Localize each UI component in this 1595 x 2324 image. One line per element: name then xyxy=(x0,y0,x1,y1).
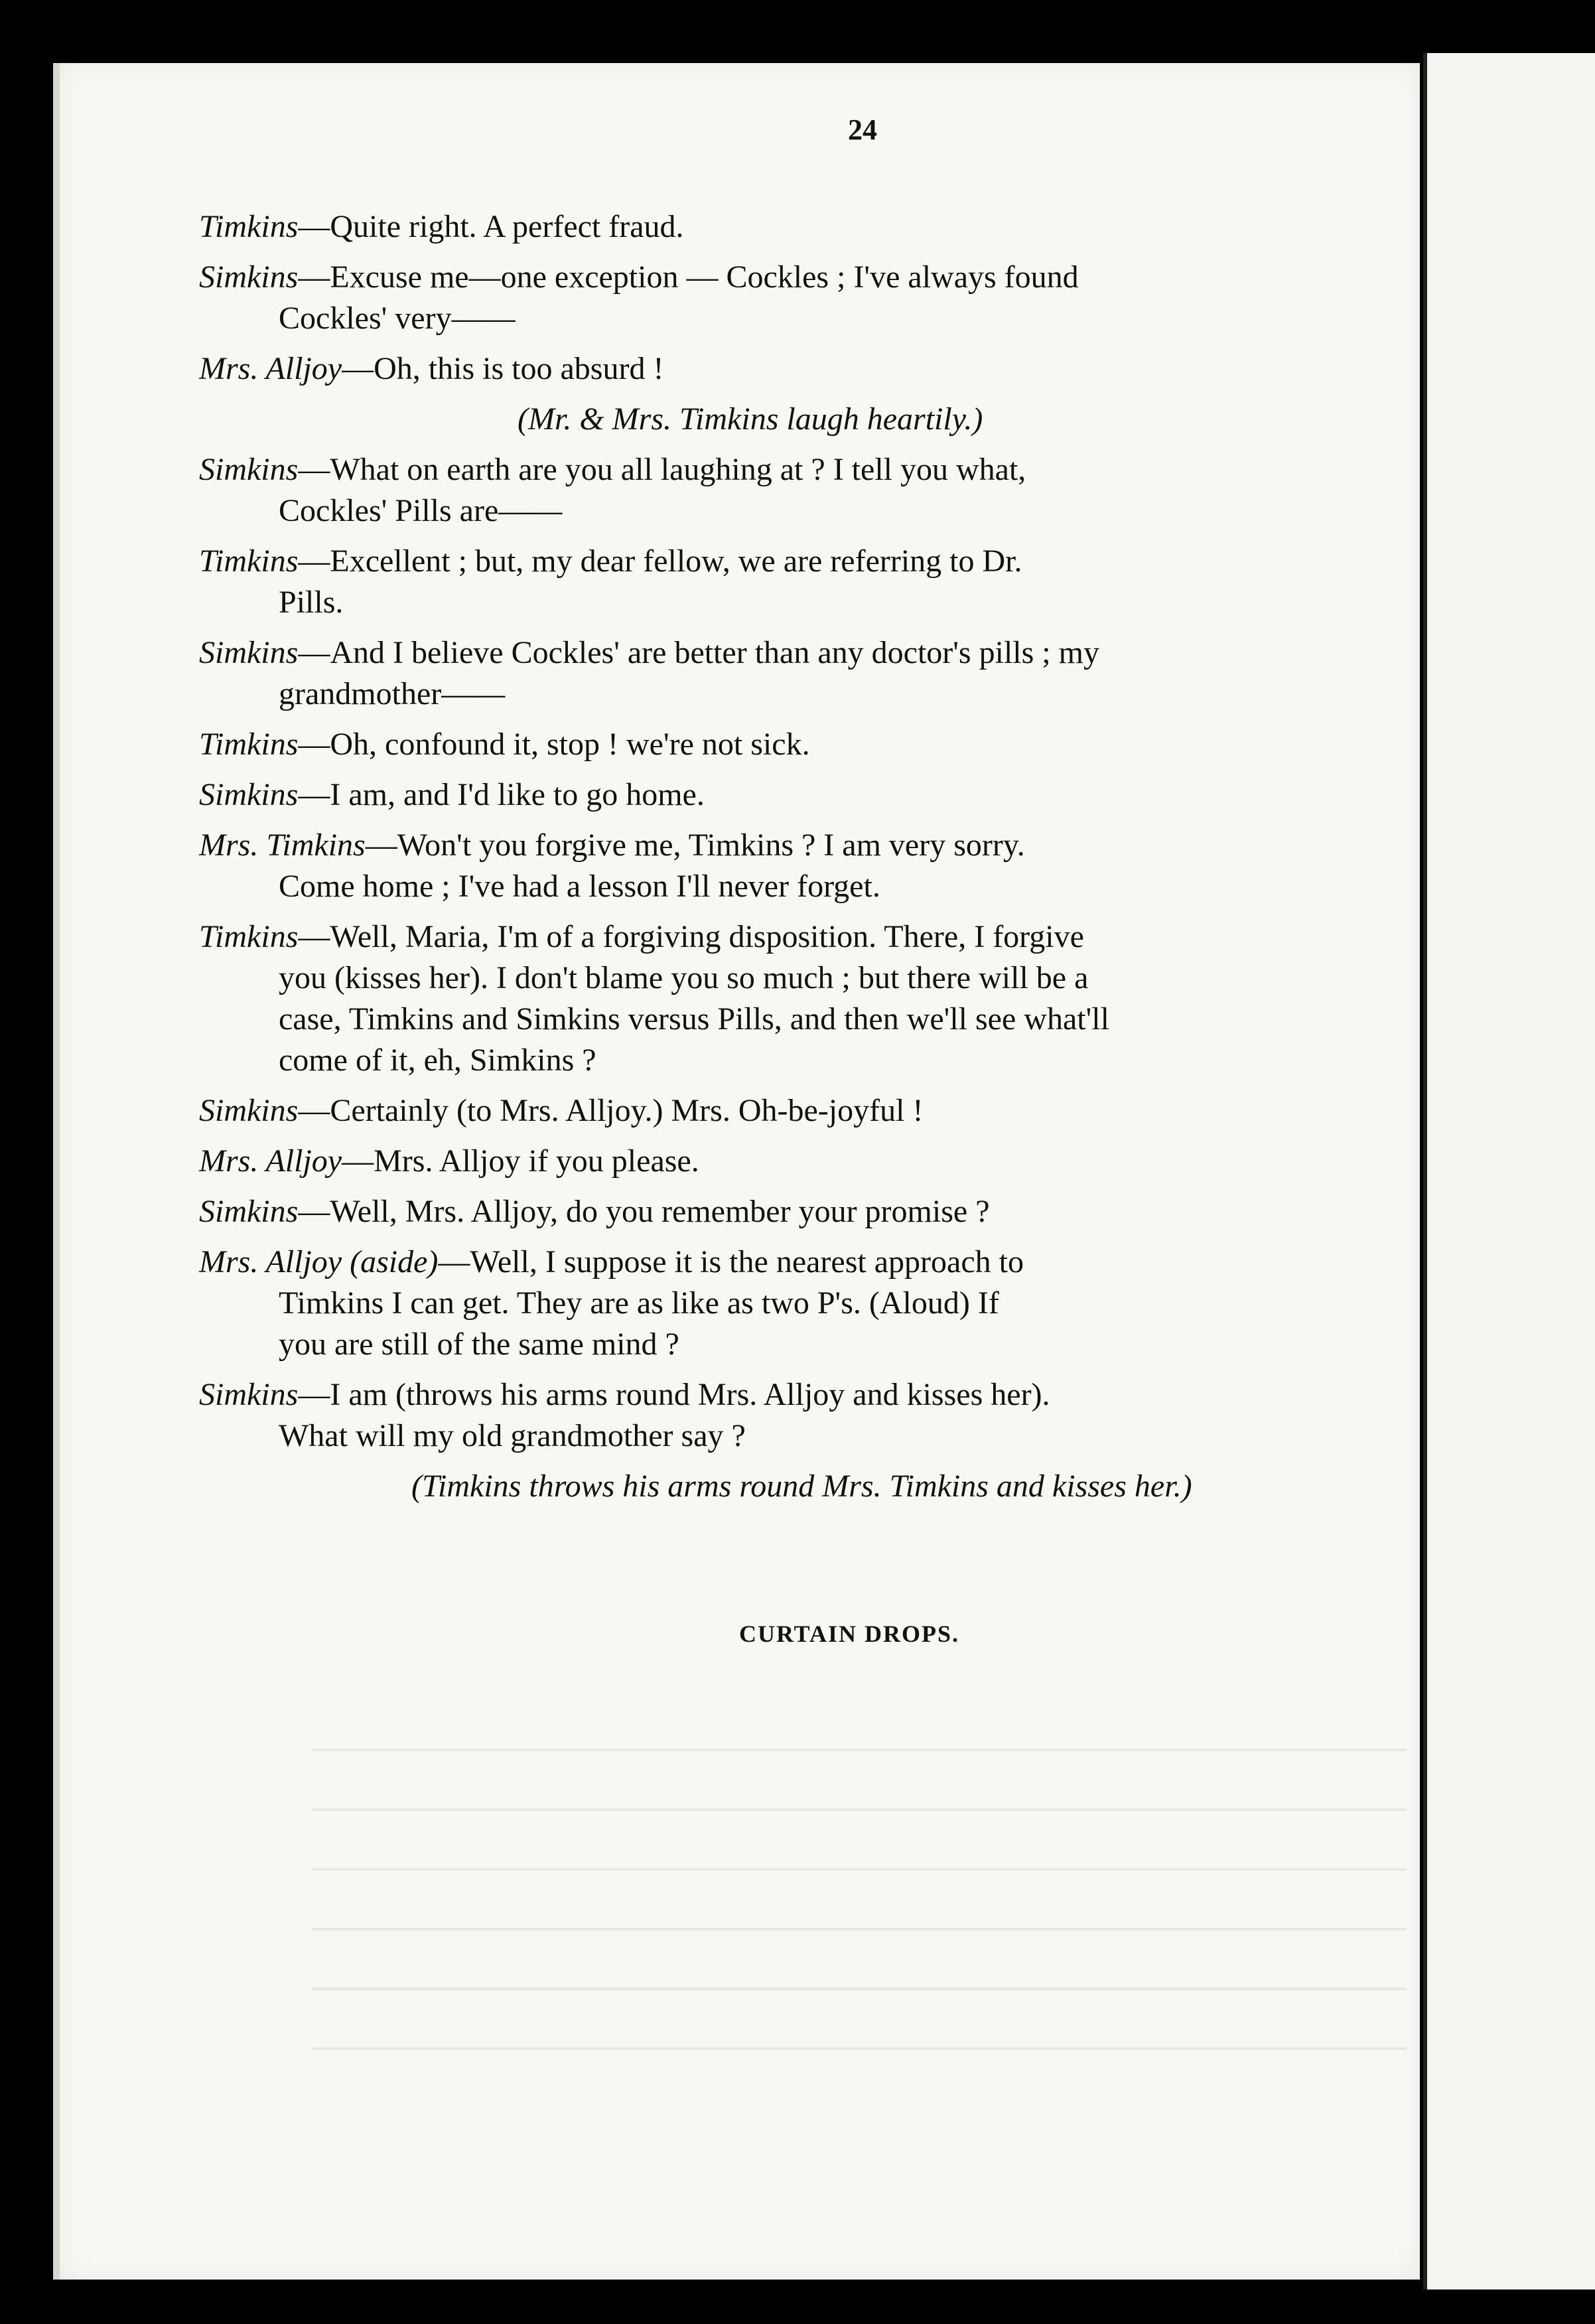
speaker-name: Simkins xyxy=(199,1093,299,1128)
speech xyxy=(199,1090,1367,1131)
speech xyxy=(199,1374,1367,1457)
speech-text: —What on earth are you all laughing at ? I tell you what, xyxy=(298,452,1026,487)
speech-text: —I am (throws his arms round Mrs. Alljoy and kisses her). xyxy=(298,1377,1050,1412)
speech-text: —And I believe Cockles' are better than any doctor's pills ; my xyxy=(298,635,1099,670)
speech-text: —Certainly (to Mrs. Alljoy.) Mrs. Oh-be-joyful ! xyxy=(298,1093,924,1128)
speech xyxy=(199,1242,1367,1365)
speech-continuation: come of it, eh, Simkins ? xyxy=(279,1043,596,1078)
speech-continuation: Come home ; I've had a lesson I'll never forget. xyxy=(279,869,880,904)
page-number: 24 xyxy=(848,113,877,146)
speech xyxy=(199,1141,1367,1182)
speech-text: —Excellent ; but, my dear fellow, we are referring to Dr. xyxy=(298,544,1022,579)
speech-continuation: What will my old grandmother say ? xyxy=(279,1418,746,1453)
speech-continuation: you (kisses her). I don't blame you so much ; but there will be a xyxy=(279,960,1089,995)
speech xyxy=(199,206,1367,248)
facing-page-edge xyxy=(1423,53,1595,2289)
speech xyxy=(199,632,1367,715)
speech-continuation: Timkins I can get. They are as like as two P's. (Aloud) If xyxy=(279,1285,999,1321)
speech-continuation: Pills. xyxy=(279,585,344,620)
speaker-name: Mrs. Alljoy xyxy=(199,1143,342,1179)
speech-text: —Well, Maria, I'm of a forgiving disposition. There, I forgive xyxy=(298,919,1084,954)
stage-direction: (Mr. & Mrs. Timkins laugh heartily.) xyxy=(518,401,983,437)
speech xyxy=(199,825,1367,907)
speech-text: —Oh, this is too absurd ! xyxy=(342,351,664,386)
speech-continuation: Cockles' very—— xyxy=(279,301,516,336)
speaker-name: Mrs. Alljoy (aside) xyxy=(199,1244,439,1279)
speech-text: —Well, Mrs. Alljoy, do you remember your promise ? xyxy=(298,1194,990,1229)
speech-continuation: you are still of the same mind ? xyxy=(279,1327,679,1362)
speech-text: —Quite right. A perfect fraud. xyxy=(298,209,684,244)
speech xyxy=(199,449,1367,532)
speech xyxy=(199,724,1367,765)
speaker-name: Simkins xyxy=(199,635,299,670)
speech xyxy=(199,916,1367,1081)
speaker-name: Timkins xyxy=(199,727,299,762)
speaker-name: Mrs. Alljoy xyxy=(199,351,342,386)
speaker-name: Timkins xyxy=(199,209,299,244)
curtain-line: CURTAIN DROPS. xyxy=(738,1621,960,1647)
speech xyxy=(199,774,1367,816)
speech xyxy=(199,257,1367,339)
speech-text: —Oh, confound it, stop ! we're not sick. xyxy=(298,727,810,762)
speech-text: —Excuse me—one exception — Cockles ; I've always found xyxy=(298,259,1079,295)
speaker-name: Simkins xyxy=(199,259,299,295)
speaker-name: Timkins xyxy=(199,919,299,954)
speech-continuation: Cockles' Pills are—— xyxy=(279,493,563,528)
speaker-name: Mrs. Timkins xyxy=(199,828,366,863)
bleed-through-text xyxy=(312,1722,1407,2094)
speech xyxy=(199,348,1367,390)
closing-stage-direction: (Timkins throws his arms round Mrs. Timkins and kisses her.) xyxy=(411,1469,1192,1504)
speech-continuation: case, Timkins and Simkins versus Pills, and then we'll see what'll xyxy=(279,1001,1109,1037)
speech-continuation: grandmother—— xyxy=(279,676,506,711)
speaker-name: Simkins xyxy=(199,452,299,487)
speaker-name: Timkins xyxy=(199,544,299,579)
speech-text: —Well, I suppose it is the nearest approach to xyxy=(438,1244,1024,1279)
speaker-name: Simkins xyxy=(199,777,299,812)
speech xyxy=(199,1191,1367,1232)
speech-text: —Mrs. Alljoy if you please. xyxy=(342,1143,699,1179)
speech xyxy=(199,541,1367,623)
page-content xyxy=(199,113,1367,1648)
speech-text: —Won't you forgive me, Timkins ? I am very sorry. xyxy=(365,828,1025,863)
speaker-name: Simkins xyxy=(199,1194,299,1229)
speaker-name: Simkins xyxy=(199,1377,299,1412)
speech-text: —I am, and I'd like to go home. xyxy=(298,777,705,812)
